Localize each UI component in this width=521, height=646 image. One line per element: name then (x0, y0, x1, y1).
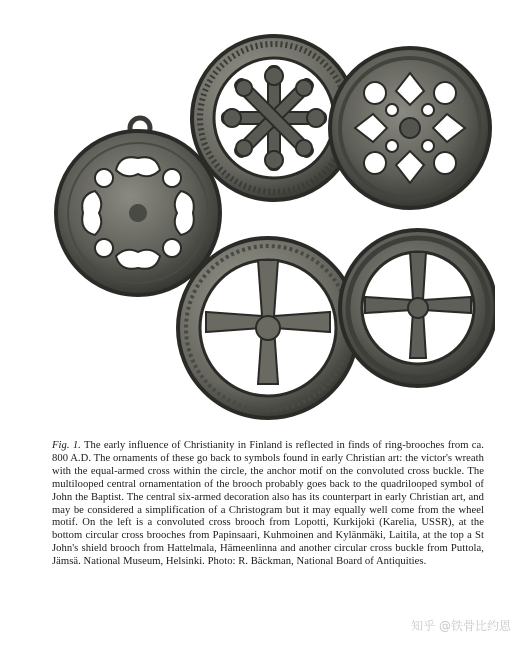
caption-text: The early influence of Christianity in Finland is reflected in finds of ring-brooches from ca. 800 A.D. The ornaments of these go back to symbols found in early Christian art: the victor's wreath with the equal-armed cross within the circle, the anchor motif on the convoluted cross buckle. The multilooped central ornamentation of the brooch probably goes back to the quadrilooped symbol of John the Baptist. The central six-armed decoration also has its counterpart in early Christian art, and may be considered a simplification of a Christogram but it may equally well come from the wheel motif. On the left is a convoluted cross brooch from Lopotti, Kurkijoki (Karelia, USSR), at the bottom circular cross brooches from Papinsaari, Kuhmoinen and Kylänmäki, Laitila, at the top a St John's shield brooch from Hattelmala, Hämeenlinna and another circular cross buckle from Puttola, Jämsä. National Museum, Helsinki. Photo: R. Bäckman, National Board of Antiquities. (52, 440, 484, 568)
brooch-puttola (330, 48, 490, 208)
brooch-papinsaari (178, 238, 358, 418)
figure-label: Fig. 1. (52, 440, 81, 451)
watermark: 知乎 @铁骨比约恩 (411, 619, 511, 633)
brooch-photograph (40, 18, 495, 428)
figure-caption (52, 440, 484, 569)
brooch-kylanmaki (340, 230, 495, 386)
